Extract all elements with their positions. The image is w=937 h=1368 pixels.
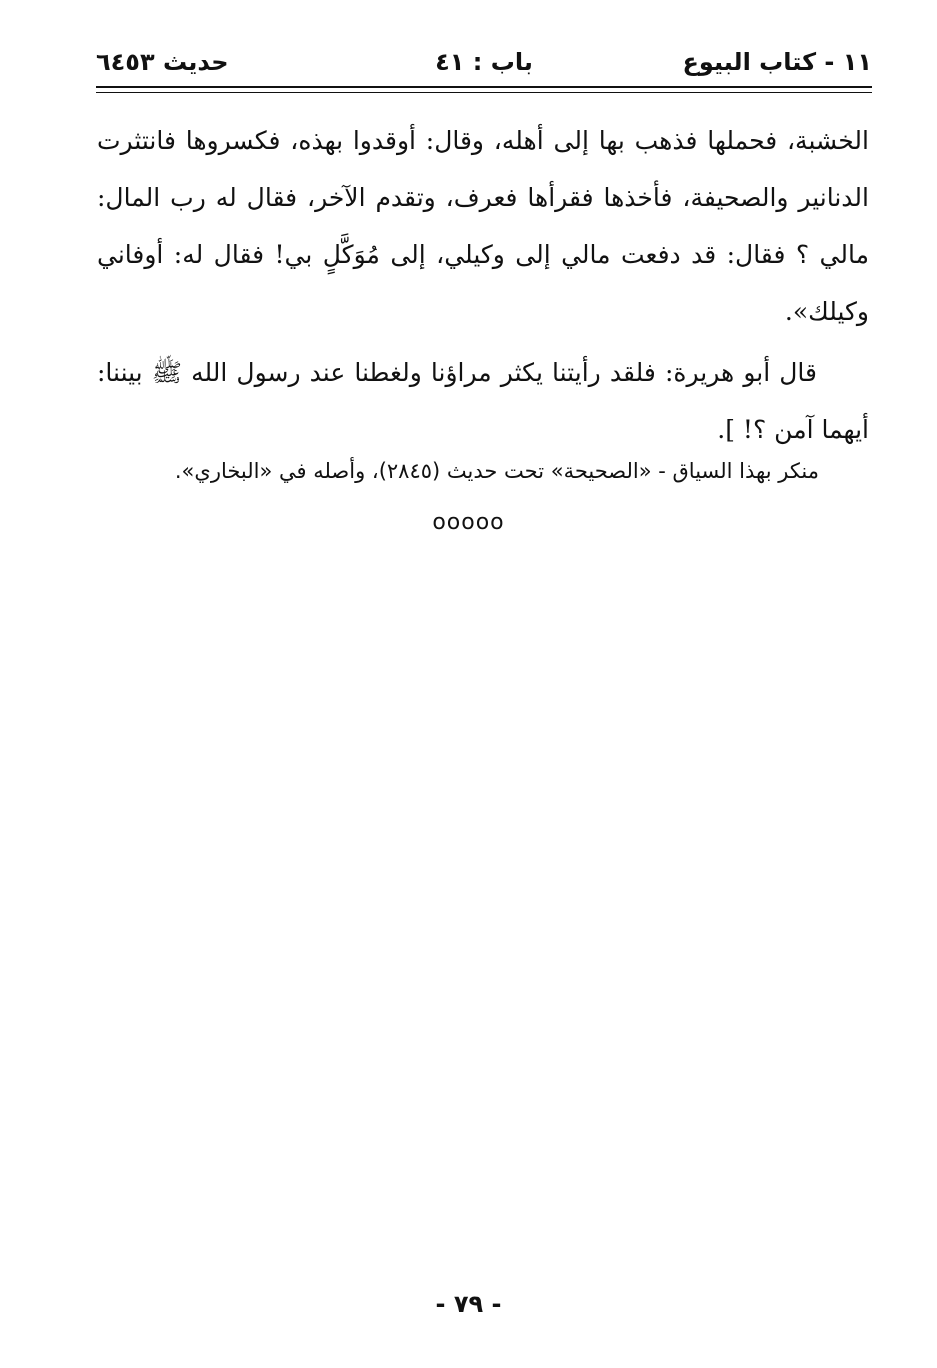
header-rule-thin [96, 92, 872, 93]
page-number: - ٧٩ - [435, 1290, 502, 1318]
section-separator: ooooo [432, 510, 505, 535]
body-paragraph-1: الخشبة، فحملها فذهب بها إلى أهله، وقال: أوقدوا بهذه، فكسروها فانتثرت الدنانير والصحيفة، فأخذها فقرأها فعرف، وتقدم الآخر، فقال له رب المال: مالي ؟ فقال: قد دفعت مالي إلى وكيلي، إلى مُوَكَّلٍ بي! فقال له: أوفاني وكيلك». [97, 126, 869, 326]
body-paragraph-2: قال أبو هريرة: فلقد رأيتنا يكثر مراؤنا ولغطنا عند رسول الله ﷺ بيننا: أيهما آمن ؟! ]. [97, 358, 869, 444]
main-text [97, 112, 869, 458]
header-chapter: باب : ٤١ [435, 48, 533, 76]
grading-note: منكر بهذا السياق - «الصحيحة» تحت حديث (٢٨٤٥)، وأصله في «البخاري». [174, 459, 819, 483]
header-rule-thick [96, 86, 872, 88]
header-hadith-number: حديث ٦٤٥٣ [96, 48, 229, 76]
running-header [96, 44, 872, 84]
header-book-title: ١١ - كتاب البيوع [682, 48, 872, 76]
